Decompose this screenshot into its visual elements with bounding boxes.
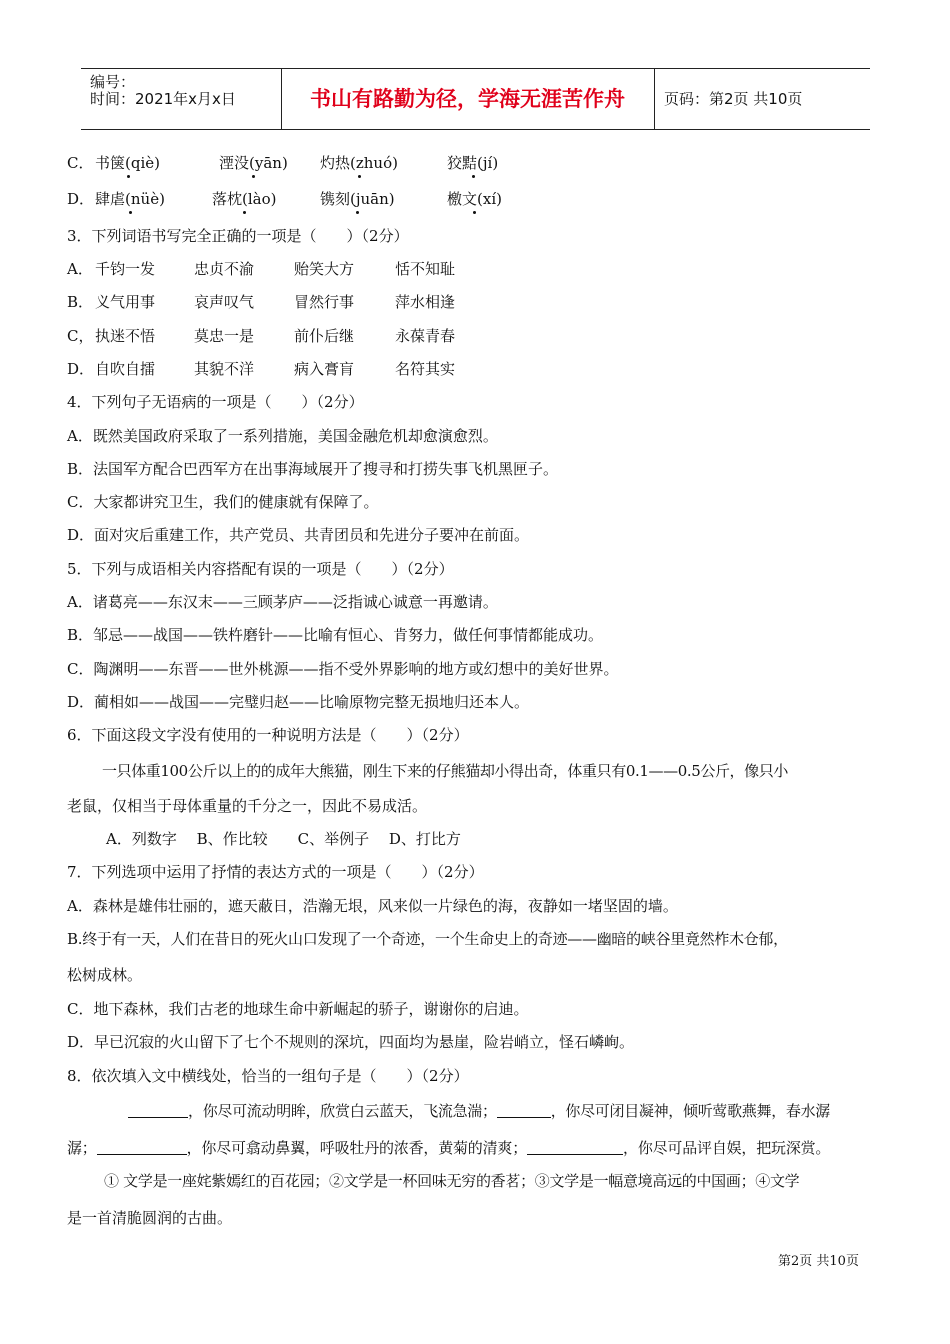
- q8-passage-line2: [67, 1138, 830, 1158]
- fill-blank-2[interactable]: [497, 1103, 551, 1118]
- q7-stem: 7．下列选项中运用了抒情的表达方式的一项是（ ）（2分）: [67, 863, 484, 881]
- option-term: 自吹自擂: [95, 360, 156, 378]
- option-label: D．: [67, 190, 95, 208]
- passage-text: ，你尽可流动明眸，欣赏白云蓝天，飞流急湍；: [188, 1102, 497, 1120]
- option-term: 其貌不洋: [194, 360, 255, 378]
- q4-option-a: A．既然美国政府采取了一系列措施，美国金融危机却愈演愈烈。: [67, 427, 498, 445]
- option-term: 忠贞不渝: [194, 260, 255, 278]
- option-term-rest: 箧(qiè): [110, 154, 160, 172]
- option-label: B．: [67, 293, 94, 311]
- q3-option-a: [67, 259, 867, 279]
- option-term: 名符其实: [395, 360, 456, 378]
- fill-blank-3[interactable]: [97, 1140, 187, 1155]
- q5-option-d: D．蔺相如——战国——完璧归赵——比喻原物完整无损地归还本人。: [67, 693, 530, 711]
- option-term: 病入膏肓: [294, 360, 355, 378]
- option-label: C，: [67, 327, 94, 345]
- option-term: 千钧一发: [95, 260, 156, 278]
- option-term: 镌刻(juān): [320, 190, 395, 208]
- q6-options: A．列数字 B、作比较 C、举例子 D、打比方: [106, 830, 461, 848]
- q6-passage-line2: 老鼠，仅相当于母体重量的千分之一，因此不易成活。: [67, 797, 428, 815]
- option-term: 恬不知耻: [395, 260, 456, 278]
- fill-blank-1[interactable]: [128, 1103, 188, 1118]
- q3-stem: 3．下列词语书写完全正确的一项是（ ）（2分）: [67, 227, 409, 245]
- q8-options-line1: ① 文学是一座姹紫嫣红的百花园；②文学是一杯回味无穷的香茗；③文学是一幅意境高远的中国画；④文学: [104, 1172, 800, 1190]
- q5-option-a: A．诸葛亮——东汉末——三顾茅庐——泛指诚心诚意一再邀请。: [67, 593, 498, 611]
- q4-stem: 4．下列句子无语病的一项是（ ）（2分）: [67, 393, 364, 411]
- q2-option-d: [67, 189, 867, 209]
- q3-option-b: [67, 292, 867, 312]
- passage-text: ，你尽可翕动鼻翼，呼吸牡丹的浓香，黄菊的清爽；: [186, 1139, 528, 1157]
- option-term: 檄文(xí): [447, 190, 502, 208]
- option-term: 冒然行事: [294, 293, 355, 311]
- option-term: 义气用事: [95, 293, 156, 311]
- option-term: 莫忠一是: [194, 327, 255, 345]
- q8-stem: 8．依次填入文中横线处，恰当的一组句子是（ ）（2分）: [67, 1067, 469, 1085]
- q4-option-c: C．大家都讲究卫生，我们的健康就有保障了。: [67, 493, 379, 511]
- option-label: D．: [67, 360, 95, 378]
- option-term: 书箧(qiè): [95, 154, 160, 172]
- option-label: A．: [67, 260, 93, 278]
- q4-option-b: B．法国军方配合巴西军方在出事海域展开了搜寻和打捞失事飞机黑匣子。: [67, 460, 559, 478]
- passage-text: ，你尽可品评自娱，把玩深赏。: [623, 1139, 831, 1157]
- option-term: 贻笑大方: [294, 260, 355, 278]
- passage-text: 潺；: [67, 1139, 97, 1157]
- option-label: C．: [67, 154, 94, 172]
- q7-option-b-line1: B.终于有一天，人们在昔日的死火山口发现了一个奇迹，一个生命史上的奇迹——幽暗的峡谷里竟然柞木仓郁，: [67, 930, 788, 948]
- header-page-number: 页码：第2页 共10页: [664, 90, 803, 108]
- q5-option-b: B．邹忌——战国——铁杵磨针——比喻有恒心、肯努力，做任何事情都能成功。: [67, 626, 604, 644]
- option-term: 落枕(lào): [212, 190, 277, 208]
- q3-option-d: [67, 359, 867, 379]
- option-term: 前仆后继: [294, 327, 355, 345]
- q5-stem: 5．下列与成语相关内容搭配有误的一项是（ ）（2分）: [67, 560, 454, 578]
- q2-option-c: [67, 153, 867, 173]
- option-term: 永葆青春: [395, 327, 456, 345]
- header-meta-cell: [81, 69, 282, 129]
- q3-option-c: [67, 326, 867, 346]
- code-label: 编号：: [90, 73, 136, 91]
- q8-passage-line1: [128, 1101, 830, 1121]
- q4-option-d: D．面对灾后重建工作，共产党员、共青团员和先进分子要冲在前面。: [67, 526, 530, 544]
- footer-page-number: 第2页 共10页: [778, 1254, 859, 1269]
- option-term: 灼热(zhuó): [320, 154, 398, 172]
- option-term: 萍水相逢: [395, 293, 456, 311]
- q7-option-a: A．森林是雄伟壮丽的，遮天蔽日，浩瀚无垠，风来似一片绿色的海，夜静如一堵坚固的墙。: [67, 897, 678, 915]
- q6-stem: 6．下面这段文字没有使用的一种说明方法是（ ）（2分）: [67, 726, 469, 744]
- q6-passage-line1: 一只体重100公斤以上的的成年大熊猫，刚生下来的仔熊猫却小得出奇，体重只有0.1——0.5公斤，像只小: [102, 762, 788, 780]
- option-term: 执迷不悟: [95, 327, 156, 345]
- option-term: 狡黠(jí): [447, 154, 499, 172]
- page-header: [81, 68, 870, 130]
- time-label: 时间：2021年x月x日: [90, 90, 236, 108]
- option-term: 湮没(yān): [219, 154, 288, 172]
- q7-option-b-line2: 松树成林。: [67, 966, 143, 984]
- option-term: 哀声叹气: [194, 293, 255, 311]
- option-term: 肆虐(nüè): [95, 190, 165, 208]
- fill-blank-4[interactable]: [527, 1140, 623, 1155]
- q5-option-c: C．陶渊明——东晋——世外桃源——指不受外界影响的地方或幻想中的美好世界。: [67, 660, 619, 678]
- passage-text: ，你尽可闭目凝神，倾听莺歌燕舞，春水潺: [550, 1102, 831, 1120]
- q7-option-c: C．地下森林，我们古老的地球生命中新崛起的骄子，谢谢你的启迪。: [67, 1000, 529, 1018]
- q7-option-d: D．早已沉寂的火山留下了七个不规则的深坑，四面均为悬崖，险岩峭立，怪石嶙峋。: [67, 1033, 635, 1051]
- q8-options-line2: 是一首清脆圆润的古曲。: [67, 1209, 233, 1227]
- header-motto: 书山有路勤为径，学海无涯苦作舟: [281, 69, 655, 129]
